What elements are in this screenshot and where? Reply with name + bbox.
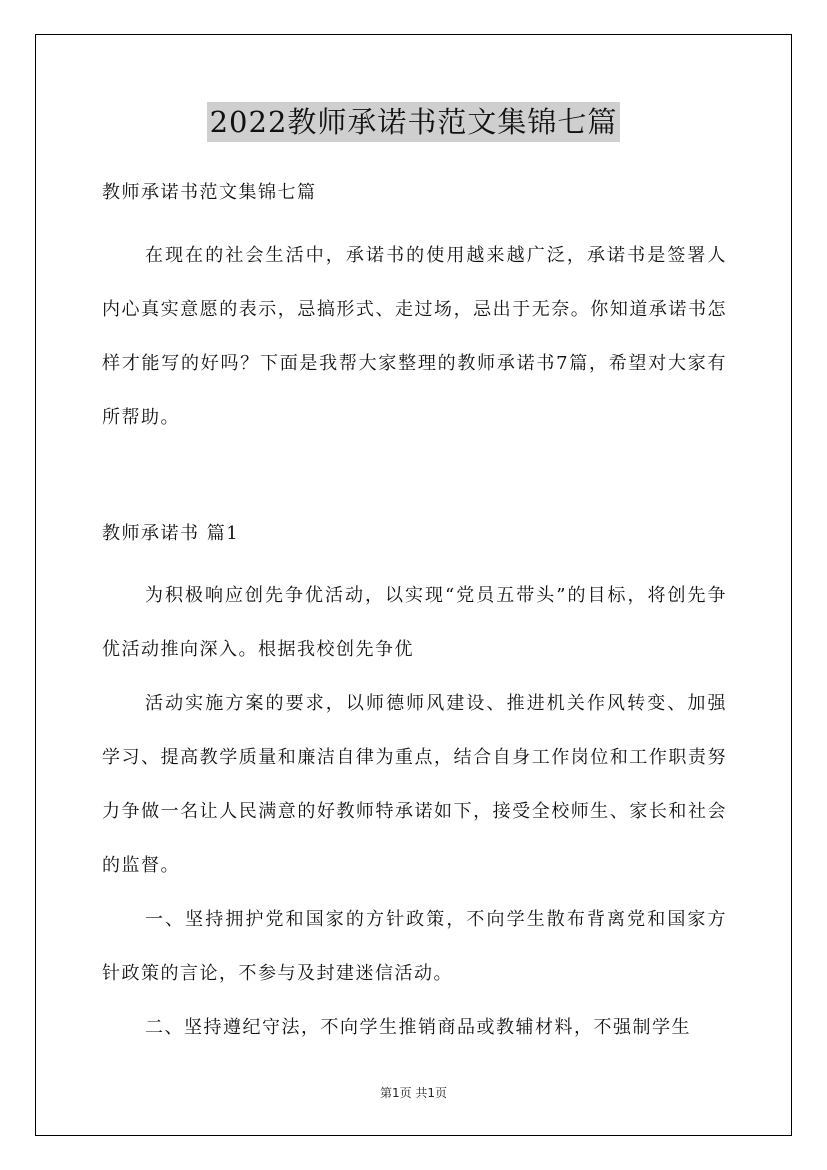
body-paragraph: 为积极响应创先争优活动，以实现“党员五带头”的目标，将创先争优活动推向深入。根据我校创先争优: [102, 585, 727, 660]
body-paragraph: 一、坚持拥护党和国家的方针政策，不向学生散布背离党和国家方针政策的言论，不参与及封建迷信活动。: [102, 909, 727, 984]
body-paragraph: 二、坚持遵纪守法，不向学生推销商品或教辅材料，不强制学生: [145, 1017, 691, 1038]
page-footer: 第1页 共1页: [379, 1086, 448, 1100]
document-title: 2022教师承诺书范文集锦七篇: [207, 102, 621, 142]
title-block: [0, 102, 827, 142]
document-body: [102, 176, 727, 1055]
document-subtitle: 教师承诺书范文集锦七篇: [102, 182, 317, 203]
body-paragraph: 活动实施方案的要求，以师德师风建设、推进机关作风转变、加强学习、提高教学质量和廉洁自律为重点，结合自身工作岗位和工作职责努力争做一名让人民满意的好教师特承诺如下，接受全校师生、家长和社会的监督。: [102, 693, 727, 876]
section-heading: 教师承诺书 篇1: [102, 523, 240, 544]
intro-paragraph: 在现在的社会生活中，承诺书的使用越来越广泛，承诺书是签署人内心真实意愿的表示，忌搞形式、走过场，忌出于无奈。你知道承诺书怎样才能写的好吗？下面是我帮大家整理的教师承诺书7篇，希望对大家有所帮助。: [102, 245, 727, 428]
